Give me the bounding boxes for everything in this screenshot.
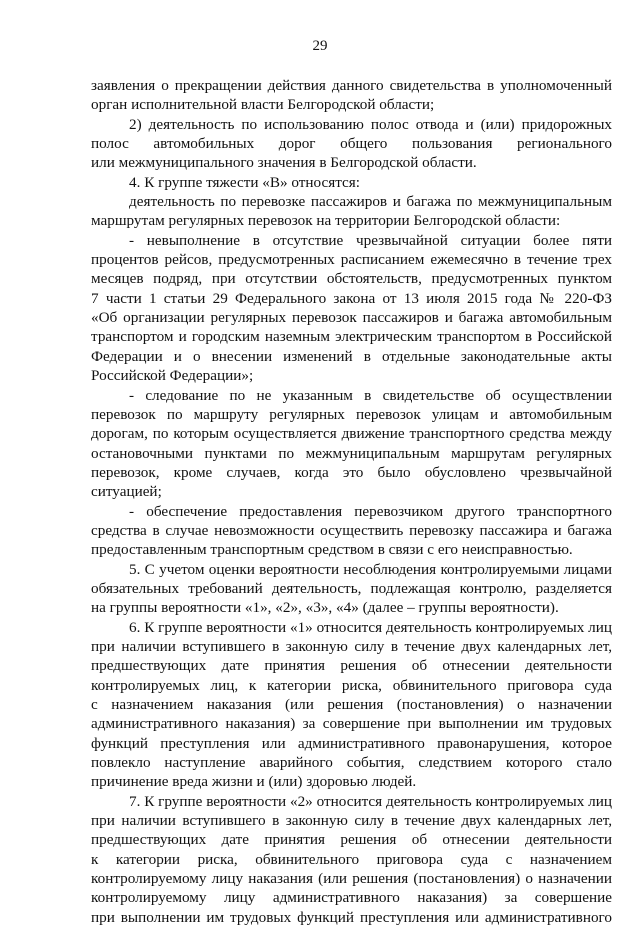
text-line: контролируемых лиц, к категории риска, обвинительного приговора суда: [91, 676, 612, 694]
text-line: или межмуниципального значения в Белгородской области.: [91, 154, 477, 172]
text-line: заявления о прекращении действия данного свидетельства в уполномоченный: [91, 77, 612, 94]
text-line: с назначением наказания (или решения (постановления) о назначении: [91, 696, 612, 713]
text-line: обязательных требований деятельность, подлежащая контролю, разделяется: [91, 579, 612, 597]
text-line: 6. К группе вероятности «1» относится деятельность контролируемых лиц: [129, 618, 612, 636]
document-body: [91, 76, 612, 927]
text-line: маршрутам регулярных перевозок на территории Белгородской области:: [91, 212, 561, 230]
text-line: транспортом и городским наземным электрическим транспортом в Российской: [91, 328, 612, 346]
text-line: 4. К группе тяжести «В» относятся:: [129, 173, 361, 191]
text-line: предшествующих дате принятия решения об отнесении деятельности: [91, 831, 612, 849]
text-line: перевозок, кроме случаев, когда это было обусловлено чрезвычайной: [91, 463, 612, 481]
text-line: при наличии вступившего в законную силу в течение двух календарных лет,: [91, 637, 612, 655]
text-line: дорогам, по которым осуществляется движение транспортного средства между: [91, 425, 612, 443]
text-line: 2) деятельность по использованию полос отвода и (или) придорожных: [129, 115, 612, 133]
text-line: функций преступления или административного правонарушения, которое: [91, 734, 612, 752]
text-line: «Об организации регулярных перевозок пассажиров и багажа автомобильным: [91, 309, 612, 327]
text-line: - невыполнение в отсутствие чрезвычайной ситуации более пяти: [129, 231, 612, 249]
page-number: 29: [312, 38, 328, 54]
text-line: ситуацией;: [91, 483, 162, 501]
text-line: контролируемому лицу наказания (или решения (постановления) о назначении: [91, 870, 612, 888]
text-line: административного наказания) за совершение при выполнении им трудовых: [91, 715, 612, 733]
text-line: 7 части 1 статьи 29 Федерального закона от 13 июля 2015 года № 220-ФЗ: [91, 289, 612, 307]
text-line: месяцев подряд, при отсутствии обстоятельств, предусмотренных пунктом: [91, 270, 612, 288]
text-line: перевозок по маршруту регулярных перевозок улицам и автомобильным: [91, 405, 612, 423]
text-line: контролируемому лицу административного наказания) за совершение: [91, 889, 612, 907]
text-line: причинение вреда жизни и (или) здоровью людей.: [91, 773, 417, 791]
text-line: полос автомобильных дорог общего пользования регионального: [91, 135, 612, 153]
text-line: предоставленным транспортным средством в связи с его неисправностью.: [91, 541, 573, 559]
text-line: орган исполнительной власти Белгородской области;: [91, 96, 435, 114]
text-line: - обеспечение предоставления перевозчиком другого транспортного: [129, 502, 612, 520]
text-line: деятельность по перевозке пассажиров и багажа по межмуниципальным: [129, 193, 612, 211]
text-line: Российской Федерации»;: [91, 367, 254, 385]
text-line: на группы вероятности «1», «2», «3», «4» (далее – группы вероятности).: [91, 599, 559, 617]
text-line: средства в случае невозможности осуществить перевозку пассажира и багажа: [91, 521, 612, 539]
text-line: к категории риска, обвинительного приговора суда с назначением: [91, 850, 612, 868]
text-line: Федерации и о внесении изменений в отдельные законодательные акты: [91, 347, 612, 365]
text-line: при наличии вступившего в законную силу в течение двух календарных лет,: [91, 812, 612, 830]
text-line: - следование по не указанным в свидетельстве об осуществлении: [129, 386, 612, 404]
text-line: процентов рейсов, предусмотренных расписанием ежемесячно в течение трех: [91, 251, 612, 269]
text-line: при выполнении им трудовых функций преступления или административного: [91, 908, 612, 926]
text-line: 5. С учетом оценки вероятности несоблюдения контролируемыми лицами: [129, 560, 612, 578]
text-line: остановочными пунктами по межмуниципальным маршрутам регулярных: [91, 444, 612, 462]
text-line: 7. К группе вероятности «2» относится деятельность контролируемых лиц: [129, 792, 612, 810]
text-line: повлекло наступление аварийного события, следствием которого стало: [91, 754, 612, 772]
text-line: предшествующих дате принятия решения об отнесении деятельности: [91, 657, 612, 675]
